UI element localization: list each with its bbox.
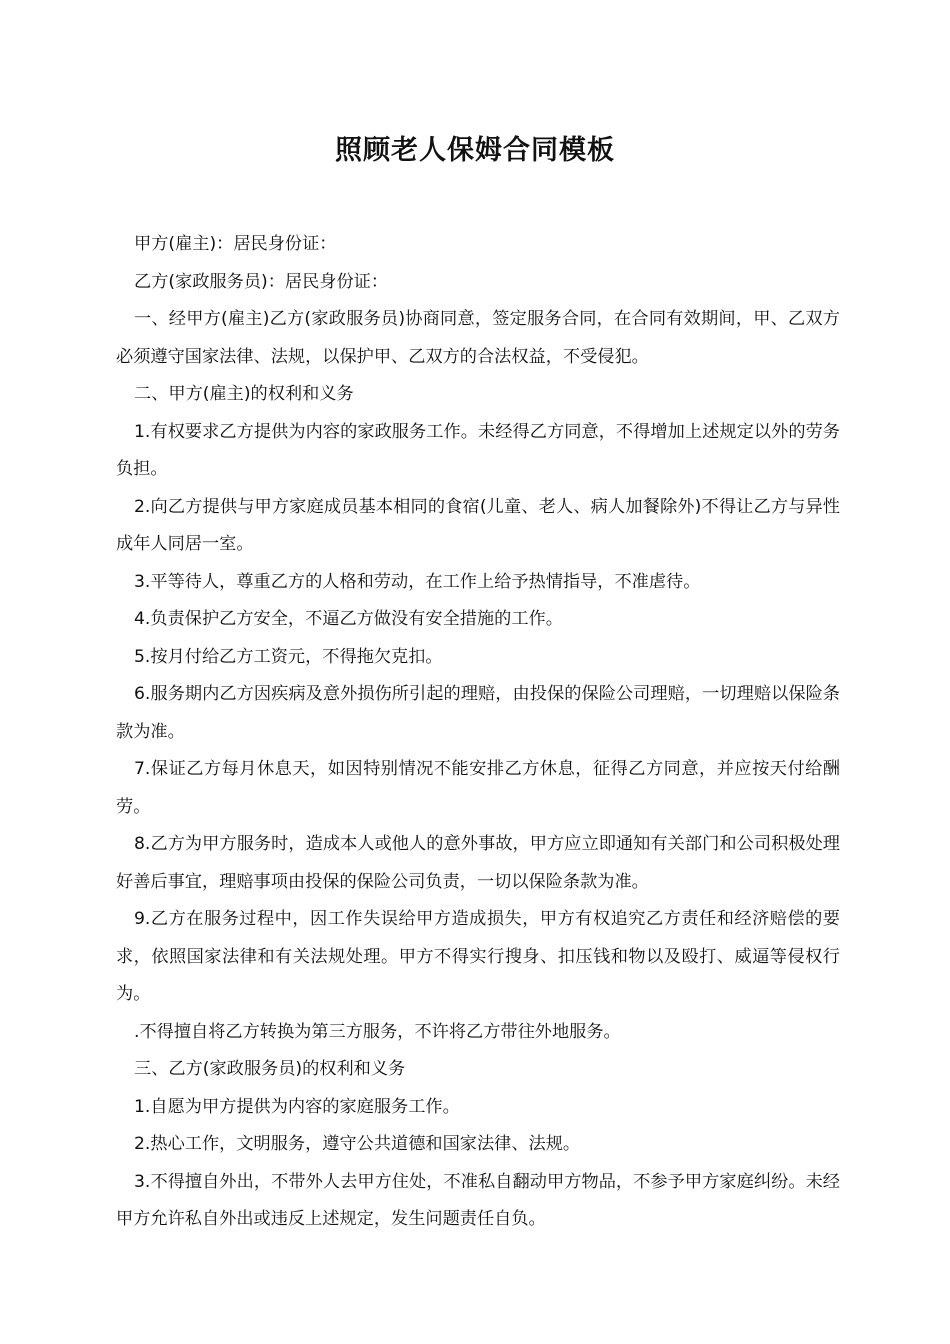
section-2-heading: 二、甲方(雇主)的权利和义务 [134, 384, 354, 404]
section-3-item-3: 3.不得擅自外出，不带外人去甲方住处，不准私自翻动甲方物品，不参予甲方家庭纠纷。未经甲方允许私自外出或违反上述规定，发生问题责任自负。 [116, 1171, 840, 1229]
section-1-paragraph: 一、经甲方(雇主)乙方(家政服务员)协商同意，签定服务合同，在合同有效期间，甲、乙双方必须遵守国家法律、法规，以保护甲、乙双方的合法权益，不受侵犯。 [116, 309, 840, 367]
party-b-line: 乙方(家政服务员)：居民身份证： [134, 271, 389, 292]
section-2-item-1: 1.有权要求乙方提供为内容的家政服务工作。未经得乙方同意，不得增加上述规定以外的劳务负担。 [116, 421, 840, 479]
section-2-item-4: 4.负责保护乙方安全，不逼乙方做没有安全措施的工作。 [134, 609, 563, 629]
section-2-item-10: .不得擅自将乙方转换为第三方服务，不许将乙方带往外地服务。 [134, 1021, 621, 1042]
party-a-line: 甲方(雇主)：居民身份证： [134, 234, 337, 254]
section-3-heading: 三、乙方(家政服务员)的权利和义务 [134, 1059, 406, 1079]
section-3-item-2: 2.热心工作，文明服务，遵守公共道德和国家法律、法规。 [134, 1134, 581, 1154]
section-2-item-8: 8.乙方为甲方服务时，造成本人或他人的意外事故，甲方应立即通知有关部门和公司积极处理好善后事宜，理赔事项由投保的保险公司负责，一切以保险条款为准。 [116, 834, 840, 892]
document-body [116, 226, 840, 1239]
section-2-item-5: 5.按月付给乙方工资元，不得拖欠克扣。 [134, 646, 443, 667]
section-2-item-9: 9.乙方在服务过程中，因工作失误给甲方造成损失，甲方有权追究乙方责任和经济赔偿的要求，依照国家法律和有关法规处理。甲方不得实行搜身、扣压钱和物以及殴打、威逼等侵权行为。 [116, 909, 840, 1004]
section-2-item-6: 6.服务期内乙方因疾病及意外损伤所引起的理赔，由投保的保险公司理赔，一切理赔以保险条款为准。 [116, 684, 840, 742]
document-title: 照顾老人保姆合同模板 [335, 135, 615, 166]
section-2-item-2: 2.向乙方提供与甲方家庭成员基本相同的食宿(儿童、老人、病人加餐除外)不得让乙方与异性成年人同居一室。 [116, 496, 840, 554]
section-2-item-3: 3.平等待人，尊重乙方的人格和劳动，在工作上给予热情指导，不准虐待。 [134, 571, 701, 592]
section-2-item-7: 7.保证乙方每月休息天，如因特别情况不能安排乙方休息，征得乙方同意，并应按天付给酬劳。 [116, 759, 840, 817]
section-3-item-1: 1.自愿为甲方提供为内容的家庭服务工作。 [134, 1096, 460, 1117]
